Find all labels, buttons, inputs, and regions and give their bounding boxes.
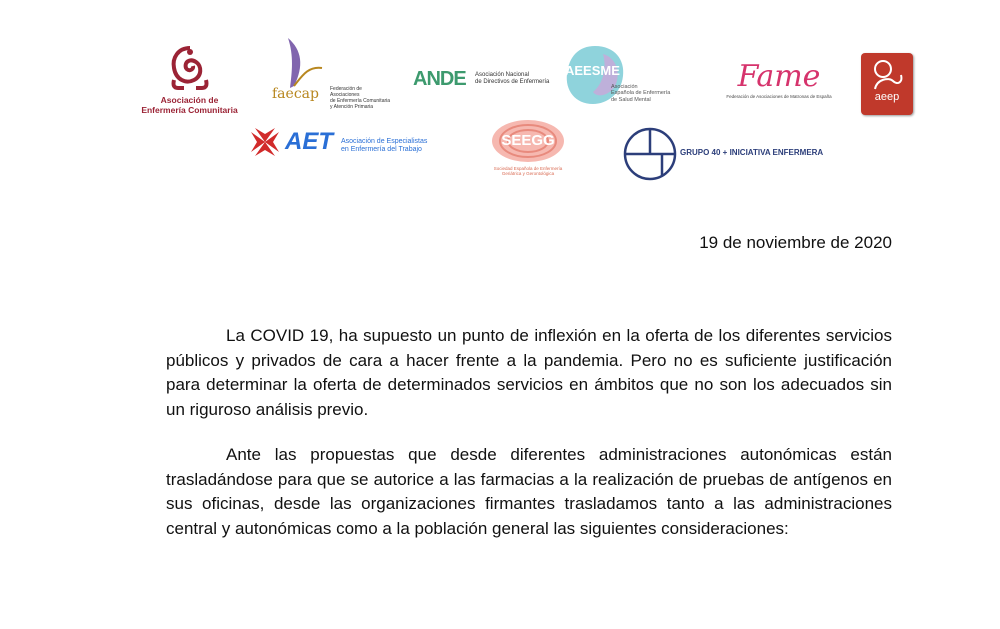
aeesme-sub3: de Salud Mental bbox=[611, 96, 651, 103]
grupo40-logo bbox=[622, 126, 824, 182]
aec-name-line2: Enfermería Comunitaria bbox=[141, 104, 238, 115]
faecap-sub2: de Enfermería Comunitaria bbox=[330, 98, 391, 104]
faecap-sub1: Federación de Asociaciones bbox=[330, 86, 362, 98]
faecap-logo bbox=[272, 36, 392, 112]
seegg-name: SEEGG bbox=[501, 132, 555, 149]
paragraph-1-block bbox=[166, 324, 892, 422]
aet-sub2: en Enfermería del Trabajo bbox=[341, 146, 422, 154]
aec-logo bbox=[132, 44, 247, 126]
aet-sub1: Asociación de Especialistas bbox=[341, 138, 428, 145]
fame-logo bbox=[718, 59, 840, 106]
faecap-name: faecap bbox=[272, 86, 319, 102]
aeesme-logo bbox=[563, 44, 703, 110]
maltese-cross-icon bbox=[249, 126, 281, 158]
aet-logo bbox=[249, 124, 449, 162]
paragraph-2-block bbox=[166, 443, 892, 541]
document-date: 19 de noviembre de 2020 bbox=[699, 233, 892, 252]
ande-logo bbox=[413, 66, 553, 94]
ande-sub1: Asociación Nacional bbox=[475, 72, 530, 78]
quill-icon bbox=[278, 36, 326, 92]
child-icon bbox=[867, 57, 907, 91]
fame-name: Fame bbox=[737, 59, 821, 94]
paragraph-1: La COVID 19, ha supuesto un punto de inflexión en la oferta de los diferentes servicios públicos y privados de cara a hacer frente a la pandemia. Pero no es suficiente justificación para determinar la oferta de determinados servicios en ámbitos que no son los adecuados sin un riguroso análisis previo. bbox=[166, 326, 892, 419]
aec-swirl-icon bbox=[168, 44, 212, 92]
aeep-name: aeep bbox=[874, 91, 900, 103]
grupo40-circle-icon bbox=[622, 126, 678, 182]
grupo40-name: GRUPO 40 + INICIATIVA ENFERMERA bbox=[680, 148, 824, 157]
aeep-logo bbox=[861, 53, 913, 115]
aet-name: AET bbox=[285, 128, 333, 155]
seegg-logo bbox=[478, 118, 578, 184]
fame-sub: Federación de Asociaciones de Matronas de España bbox=[726, 94, 832, 99]
aeesme-sub1: Asociación bbox=[611, 84, 638, 90]
paragraph-2: Ante las propuestas que desde diferentes administraciones autonómicas están trasladándose para que se autorice a las farmacias a la realización de pruebas de antígenos en sus oficinas, desde las organizaciones firmantes trasladamos tanto a las administraciones central y autonómicas como a la población general las siguientes consideraciones: bbox=[166, 445, 892, 538]
ande-sub2: de Directivos de Enfermería bbox=[475, 78, 550, 85]
ande-name: ANDE bbox=[413, 68, 466, 90]
seegg-sub2: Geriátrica y Gerontológica bbox=[501, 171, 555, 177]
aeesme-sub2: Española de Enfermería bbox=[611, 90, 671, 97]
aec-name-line1: Asociación de bbox=[160, 95, 219, 105]
faecap-sub3: y Atención Primaria bbox=[330, 104, 374, 110]
seegg-sub1: Sociedad Española de Enfermería bbox=[493, 166, 563, 171]
aeesme-name: AEESME bbox=[565, 63, 620, 78]
